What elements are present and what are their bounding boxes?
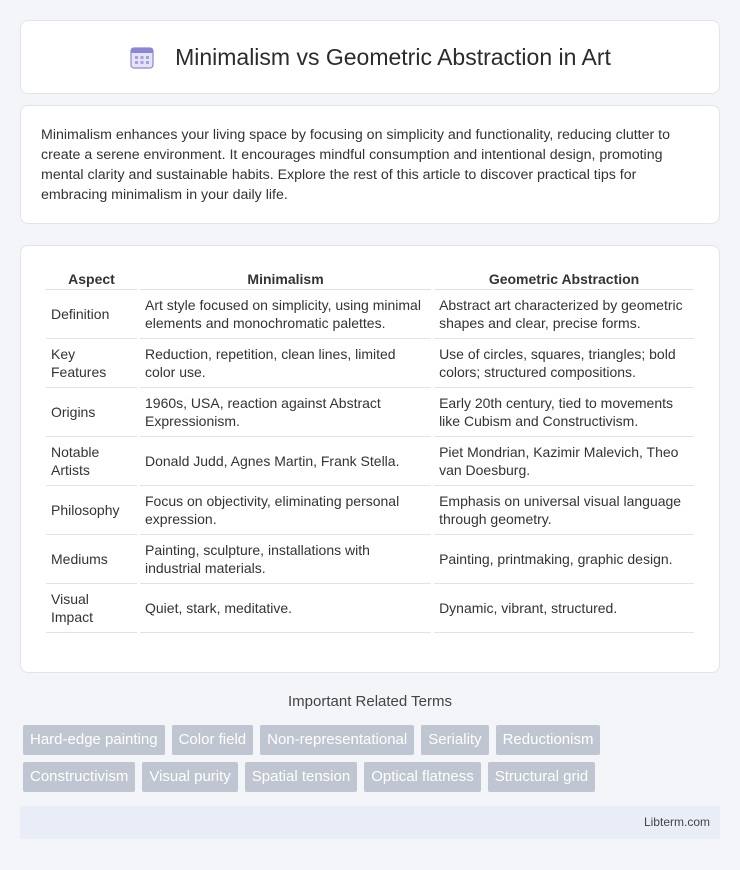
tag-non-representational[interactable]: Non-representational: [260, 725, 414, 755]
tag-hard-edge-painting[interactable]: Hard-edge painting: [23, 725, 165, 755]
tag-spatial-tension[interactable]: Spatial tension: [245, 762, 357, 792]
table-cell: 1960s, USA, reaction against Abstract Expressionism.: [140, 388, 431, 437]
table-cell: Origins: [46, 388, 137, 437]
footer: [20, 806, 720, 839]
related-terms-title: Important Related Terms: [288, 693, 452, 710]
tag-constructivism[interactable]: Constructivism: [23, 762, 135, 792]
comparison-table: [43, 266, 697, 633]
tag-seriality[interactable]: Seriality: [421, 725, 488, 755]
table-row: [46, 584, 694, 633]
table-cell: Early 20th century, tied to movements like Cubism and Constructivism.: [434, 388, 694, 437]
table-cell: Dynamic, vibrant, structured.: [434, 584, 694, 633]
tag-row: [23, 725, 723, 755]
tag-color-field[interactable]: Color field: [172, 725, 254, 755]
table-cell: Visual Impact: [46, 584, 137, 633]
header-card: [20, 20, 720, 94]
footer-link[interactable]: Libterm.com: [643, 815, 710, 829]
table-cell: Painting, sculpture, installations with industrial materials.: [140, 535, 431, 584]
tag-structural-grid[interactable]: Structural grid: [488, 762, 595, 792]
related-terms-tags: [23, 725, 723, 799]
table-row: [46, 290, 694, 339]
table-cell: Philosophy: [46, 486, 137, 535]
page-title: Minimalism vs Geometric Abstraction in Art: [175, 43, 611, 70]
tag-row: [23, 762, 723, 792]
table-cell: Reduction, repetition, clean lines, limited color use.: [140, 339, 431, 388]
table-cell: Painting, printmaking, graphic design.: [434, 535, 694, 584]
table-cell: Art style focused on simplicity, using minimal elements and monochromatic palettes.: [140, 290, 431, 339]
table-cell: Notable Artists: [46, 437, 137, 486]
table-cell: Use of circles, squares, triangles; bold colors; structured compositions.: [434, 339, 694, 388]
table-cell: Focus on objectivity, eliminating personal expression.: [140, 486, 431, 535]
table-cell: Piet Mondrian, Kazimir Malevich, Theo van Doesburg.: [434, 437, 694, 486]
table-cell: Quiet, stark, meditative.: [140, 584, 431, 633]
table-cell: Emphasis on universal visual language through geometry.: [434, 486, 694, 535]
tag-optical-flatness[interactable]: Optical flatness: [364, 762, 481, 792]
calendar-grid-icon: [129, 44, 155, 70]
table-row: [46, 339, 694, 388]
intro-text: Minimalism enhances your living space by focusing on simplicity and functionality, reducing clutter to create a serene environment. It encourages mindful consumption and intentional design, promoting mental clarity and sustainable habits. Explore the rest of this article to discover practical tips for embracing minimalism in your daily life.: [41, 127, 671, 203]
intro-card: [20, 105, 720, 224]
table-cell: Mediums: [46, 535, 137, 584]
column-header-aspect: Aspect: [46, 266, 137, 290]
table-row: [46, 437, 694, 486]
comparison-card: [20, 245, 720, 673]
table-row: [46, 535, 694, 584]
table-row: [46, 388, 694, 437]
table-cell: Key Features: [46, 339, 137, 388]
table-cell: Donald Judd, Agnes Martin, Frank Stella.: [140, 437, 431, 486]
column-header-geometric: Geometric Abstraction: [434, 266, 694, 290]
table-cell: Definition: [46, 290, 137, 339]
table-cell: Abstract art characterized by geometric shapes and clear, precise forms.: [434, 290, 694, 339]
table-row: [46, 486, 694, 535]
tag-visual-purity[interactable]: Visual purity: [142, 762, 237, 792]
column-header-minimalism: Minimalism: [140, 266, 431, 290]
tag-reductionism[interactable]: Reductionism: [496, 725, 601, 755]
